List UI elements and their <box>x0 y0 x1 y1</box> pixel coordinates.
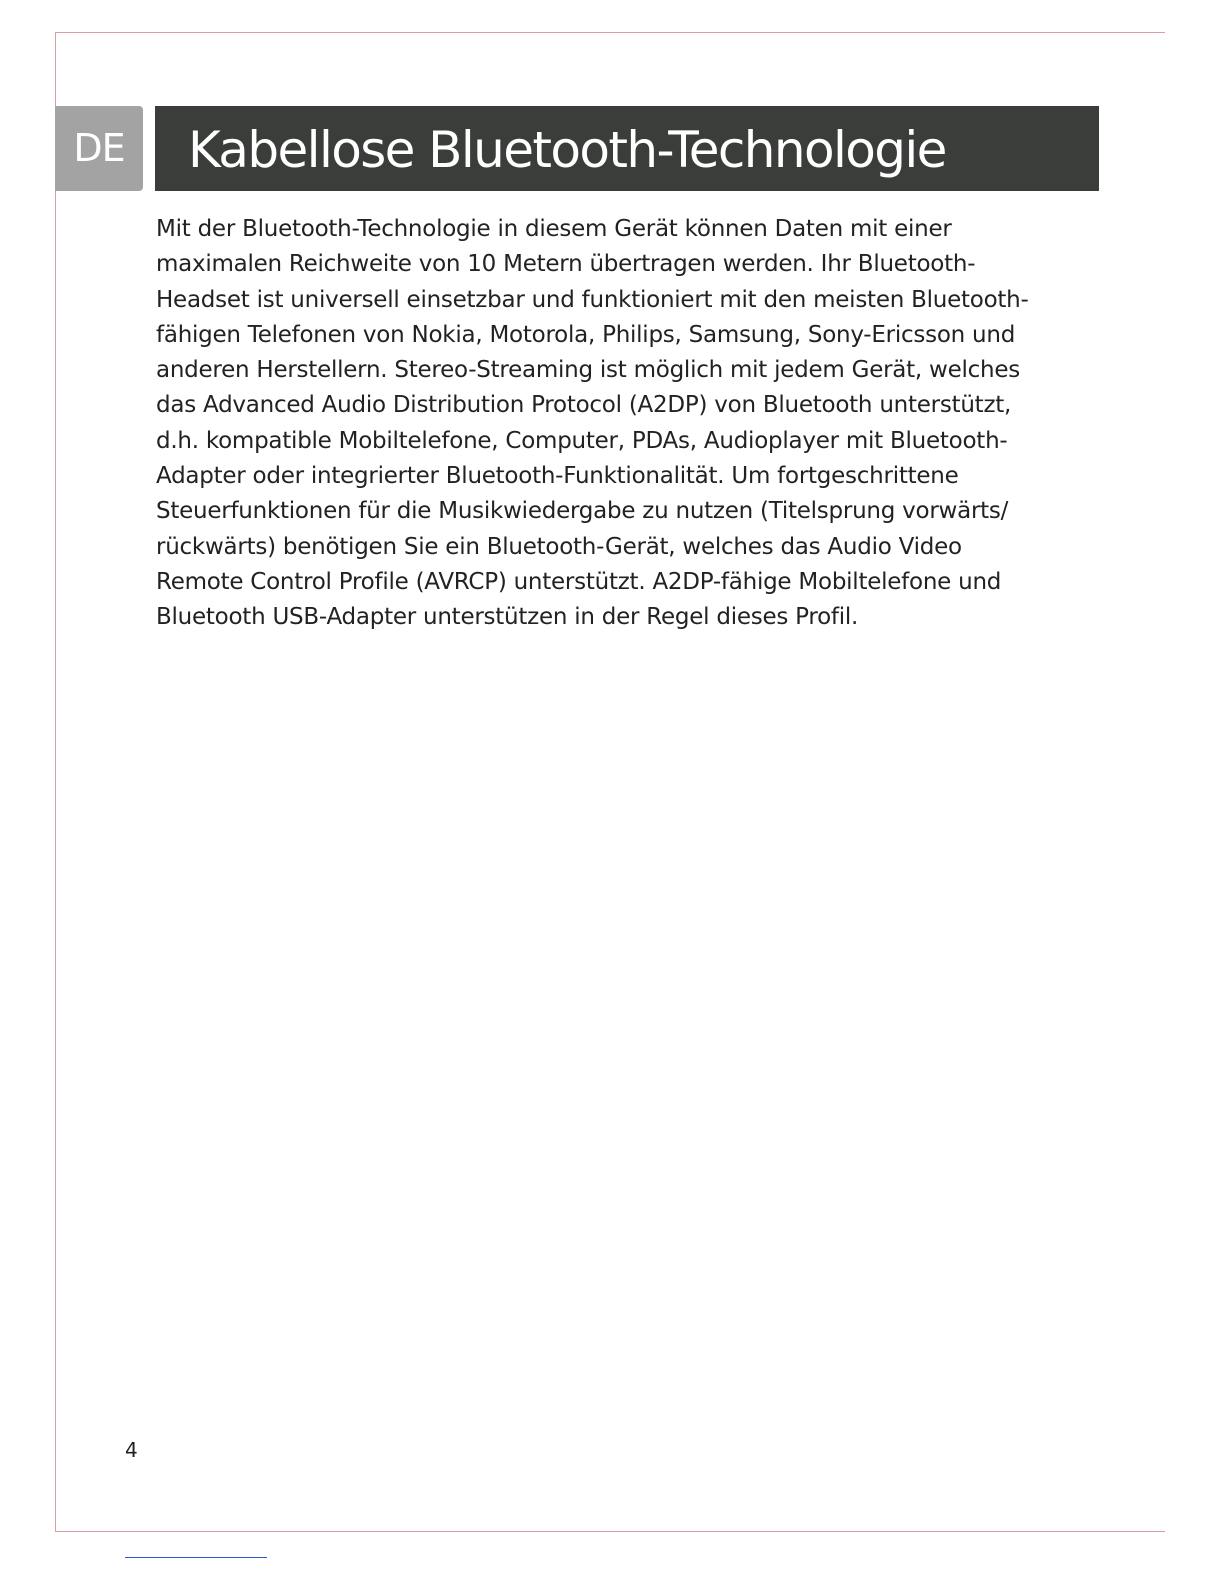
body-line: Bluetooth USB-Adapter unterstützen in der Regel dieses Profil. <box>156 604 859 631</box>
body-paragraph <box>156 212 1101 636</box>
body-line: Remote Control Profile (AVRCP) unterstützt. A2DP-fähige Mobiltelefone und <box>156 568 1002 595</box>
page-number: 4 <box>125 1438 138 1462</box>
body-line: Mit der Bluetooth-Technologie in diesem Gerät können Daten mit einer <box>156 216 952 242</box>
footer-divider <box>125 1557 267 1558</box>
body-line: das Advanced Audio Distribution Protocol (A2DP) von Bluetooth unterstützt, <box>156 392 1012 419</box>
body-line: fähigen Telefonen von Nokia, Motorola, Philips, Samsung, Sony-Ericsson und <box>156 321 1016 348</box>
body-line: Headset ist universell einsetzbar und funktioniert mit den meisten Bluetooth- <box>156 286 1029 313</box>
body-line: Adapter oder integrierter Bluetooth-Funktionalität. Um fortgeschrittene <box>156 463 959 490</box>
body-line: anderen Herstellern. Stereo-Streaming ist möglich mit jedem Gerät, welches <box>156 357 1021 384</box>
body-line: rückwärts) benötigen Sie ein Bluetooth-Gerät, welches das Audio Video <box>156 533 962 560</box>
body-line: d.h. kompatible Mobiltelefone, Computer, PDAs, Audioplayer mit Bluetooth- <box>156 427 1008 454</box>
language-tab: DE <box>55 106 143 191</box>
page-title: Kabellose Bluetooth-Technologie <box>188 121 946 179</box>
body-line: Steuerfunktionen für die Musikwiedergabe zu nutzen (Titelsprung vorwärts/ <box>156 498 1009 525</box>
body-line: maximalen Reichweite von 10 Metern übertragen werden. Ihr Bluetooth- <box>156 251 976 278</box>
